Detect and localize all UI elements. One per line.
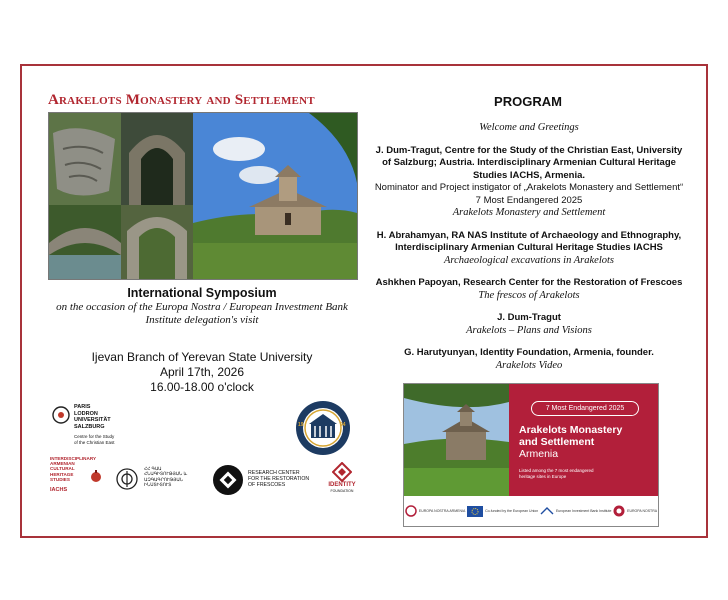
endangered-poster	[403, 383, 659, 527]
armenian-line4: ԻՆՍՏԻՏՈՒՏ	[144, 482, 172, 488]
nas-emblem-icon	[116, 468, 138, 490]
iachs-short: IACHS	[50, 487, 68, 493]
armenian-line2: ՀՆԱԳԻՏՈՒԹՅԱՆ և	[144, 471, 188, 477]
ysu-year-right: 94	[340, 422, 346, 428]
program-item-note: Nominator and Project instigator of „Arakelots Monastery and Settlement“ 7 Most Endangered 2025	[374, 182, 684, 206]
europa-nostra-red-icon	[613, 505, 625, 517]
venue-block	[48, 350, 356, 395]
frescoes-line1: RESEARCH CENTER	[248, 470, 300, 476]
program-list	[374, 122, 684, 382]
program-item-speaker: H. Abrahamyan, RA NAS Institute of Archaeology and Ethnography, Interdisciplinary Armenian Cultural Heritage Studies IACHS	[376, 229, 682, 253]
ysu-year-left: 19	[298, 422, 304, 428]
eu-flag-icon	[467, 506, 483, 517]
poster-logo-strip	[404, 496, 658, 526]
plus-caption2: of the Christian East	[74, 439, 115, 445]
frescoes-line2: FOR THE RESTORATION	[248, 476, 310, 483]
identity-emblem-icon	[332, 462, 352, 482]
symposium-subtitle: on the occasion of the Europa Nostra / European Investment Bank Institute delegation's visit	[56, 301, 348, 326]
program-item	[374, 277, 684, 302]
program-item-topic: Arakelots – Plans and Visions	[466, 324, 592, 336]
program-item-speaker: J. Dum-Tragut	[497, 312, 561, 323]
poster-note: Listed among the 7 most endangered heritage sites in Europe	[519, 468, 594, 479]
venue-name: Ijevan Branch of Yerevan State University	[91, 350, 313, 364]
armenian-line3: ԱԶԳԱԳՐՈՒԹՅԱՆ	[144, 476, 183, 482]
ysu-emblem-icon	[295, 400, 351, 456]
eib-icon	[540, 506, 554, 516]
event-date: April 17th, 2026	[159, 365, 245, 379]
poster-title-line2: and Settlement	[519, 436, 595, 448]
event-time: 16.00-18.00 o'clock	[150, 380, 254, 394]
iachs-logo	[50, 456, 106, 500]
program-item-topic: Archaeological excavations in Arakelots	[444, 254, 614, 266]
iachs-line4: HERITAGE	[50, 471, 74, 477]
europa-nostra-armenia-logo	[405, 505, 465, 517]
poster-title-line1: Arakelots Monastery	[519, 424, 623, 436]
nas-institute-logo	[116, 466, 200, 496]
plus-salzburg-logo	[52, 404, 152, 446]
plus-line3: UNIVERSITÄT	[74, 417, 111, 423]
ysu-logo	[295, 400, 351, 456]
program-item-speaker: J. Dum-Tragut, Centre for the Study of the Christian East, University of Salzburg; Austria. Interdisciplinary Armenian Cultural Heritage Studies IACHS, Armenia.	[375, 144, 683, 181]
frescoes-emblem-icon	[212, 464, 244, 496]
identity-sub: FOUNDATION	[330, 489, 354, 493]
plus-emblem-icon	[52, 406, 70, 424]
europa-nostra-logo	[613, 505, 657, 517]
frescoes-line3: OF FRESCOES	[248, 482, 286, 489]
armenian-line1: ՀՀ ԳԱԱ	[144, 466, 162, 471]
program-item	[374, 145, 684, 220]
plus-line4: SALZBURG	[74, 423, 105, 430]
program-item	[374, 312, 684, 337]
poster-photo	[404, 384, 509, 496]
iachs-line5: STUDIES	[50, 476, 70, 482]
photo-collage	[48, 112, 358, 280]
plus-line1: PARIS	[74, 404, 91, 410]
plus-caption1: Centre for the Study	[74, 434, 115, 439]
program-item-speaker: Ashkhen Papoyan, Research Center for the Restoration of Frescoes	[375, 277, 683, 288]
program-item	[374, 230, 684, 268]
iachs-line3: CULTURAL	[50, 466, 75, 472]
identity-name: IDENTITY	[328, 482, 356, 488]
poster-badge: 7 Most Endangered 2025	[531, 401, 639, 416]
program-item-topic: Arakelots Monastery and Settlement	[452, 207, 606, 218]
identity-foundation-logo	[322, 462, 362, 498]
europa-nostra-icon	[405, 505, 417, 517]
eib-institute-logo	[540, 506, 611, 516]
iachs-line1: INTERDISCIPLINARY	[50, 456, 97, 461]
poster-title	[519, 424, 622, 448]
poster-panel	[509, 384, 658, 496]
pomegranate-icon	[90, 470, 102, 482]
strip-label-2: European Investment Bank Institute	[555, 509, 612, 513]
symposium-title: International Symposium	[127, 286, 277, 300]
strip-label-3: EUROPA NOSTRA	[627, 509, 658, 513]
strip-label-1: Co-funded by the European Union	[485, 509, 539, 513]
strip-label-0: EUROPA NOSTRA ARMENIA	[418, 509, 466, 513]
plus-line2: LODRON	[74, 410, 98, 417]
program-title: PROGRAM	[494, 94, 562, 109]
program-item	[374, 347, 684, 372]
program-item-topic: Arakelots Video	[495, 359, 563, 371]
iachs-line2: ARMENIAN	[50, 461, 75, 467]
eu-cofunded-logo	[467, 506, 538, 517]
frescoes-center-logo	[212, 464, 316, 498]
program-item-topic: The frescos of Arakelots	[478, 289, 580, 301]
program-welcome: Welcome and Greetings	[479, 122, 579, 133]
main-title: Arakelots Monastery and Settlement	[48, 92, 315, 108]
poster-subtitle: Armenia	[519, 448, 559, 460]
program-item-speaker: G. Harutyunyan, Identity Foundation, Armenia, founder.	[404, 347, 654, 358]
